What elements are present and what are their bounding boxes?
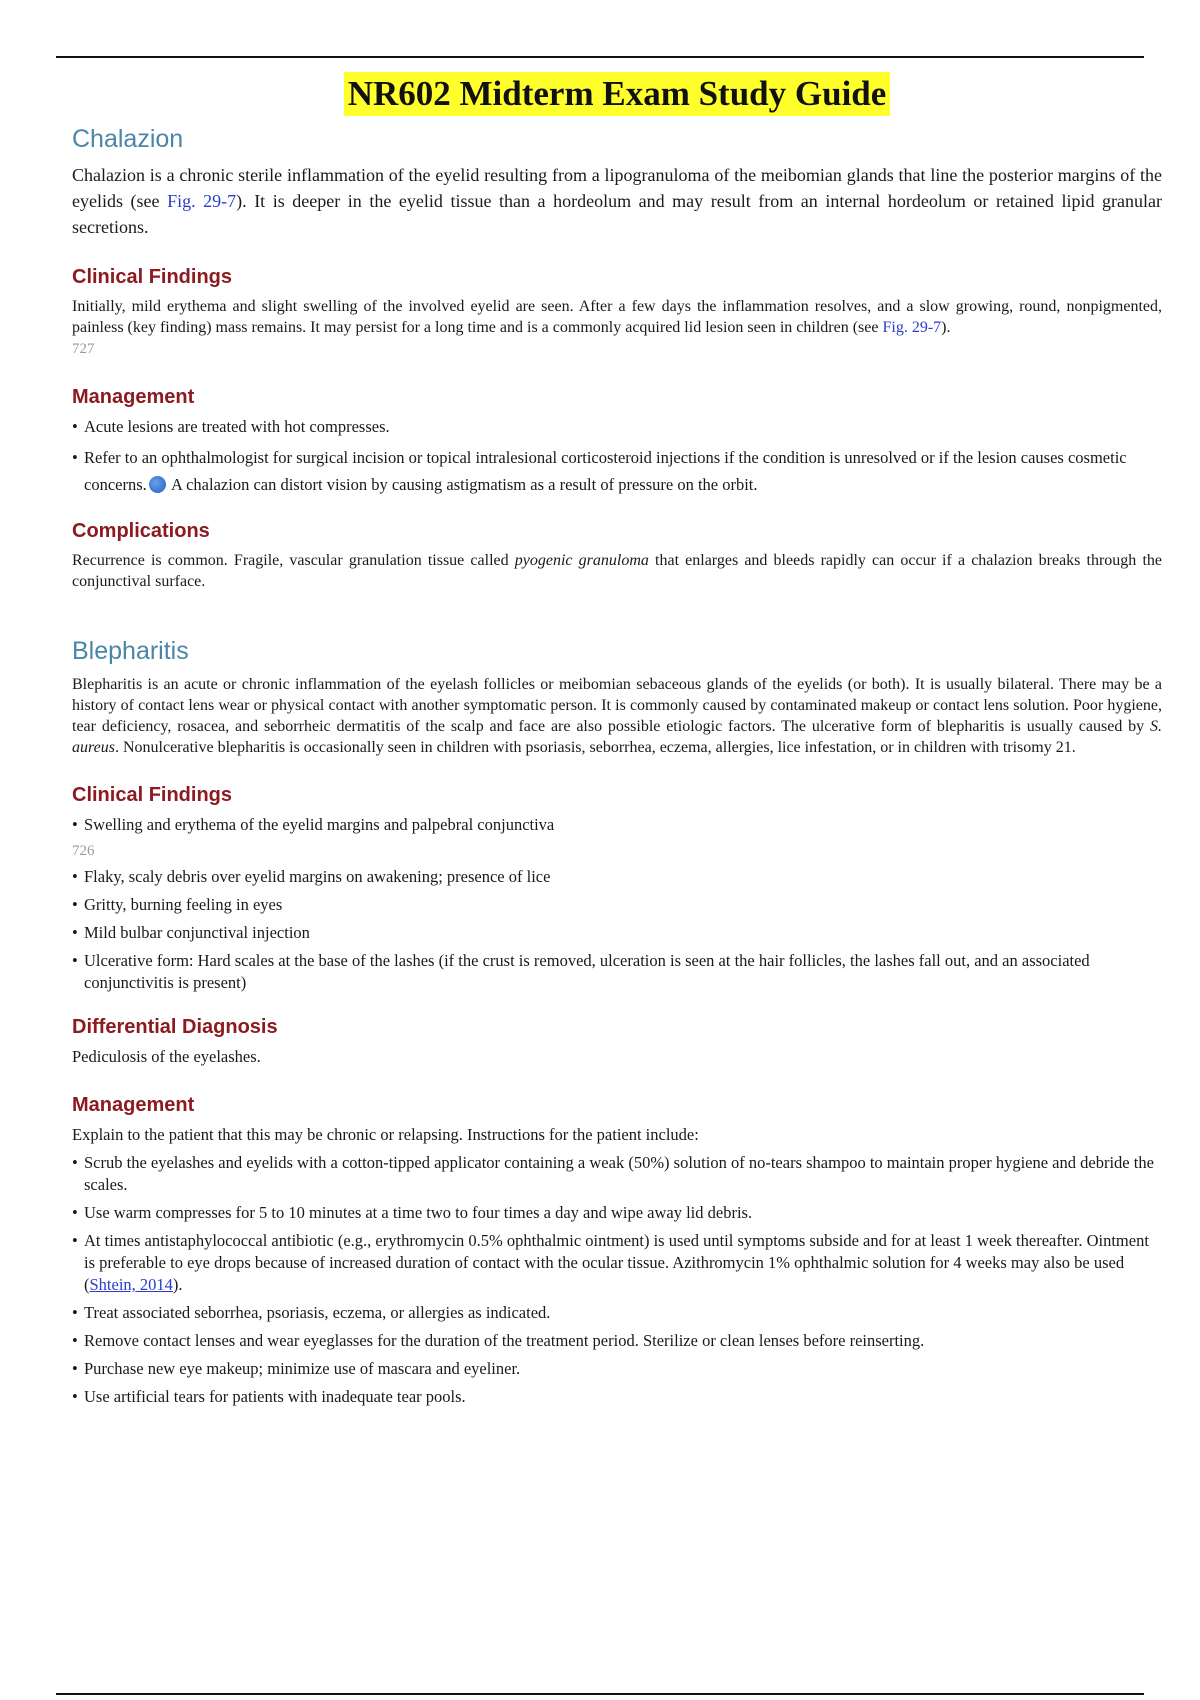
chalazion-complications: Recurrence is common. Fragile, vascular granulation tissue called pyogenic granuloma that enlarges and bleeds rapidly can occur if a chalazion breaks through the conjunctival surface.	[72, 552, 1162, 590]
blepharitis-management-intro: Explain to the patient that this may be chronic or relapsing. Instructions for the patient include:	[72, 1125, 699, 1144]
section-heading-chalazion: Chalazion	[72, 125, 184, 153]
fig-link[interactable]: Fig. 29-7	[882, 319, 942, 336]
chalazion-management-list	[72, 416, 1162, 498]
page-title: NR602 Midterm Exam Study Guide	[344, 72, 891, 116]
subheading-management: Management	[72, 386, 195, 408]
list-item: • Gritty, burning feeling in eyes	[72, 894, 1162, 916]
blepharitis-findings-list	[72, 814, 1162, 836]
list-item: • Use artificial tears for patients with inadequate tear pools.	[72, 1386, 1162, 1408]
section-heading-blepharitis: Blepharitis	[72, 637, 189, 665]
top-rule	[56, 56, 1144, 58]
chalazion-intro: Chalazion is a chronic sterile inflammation of the eyelid resulting from a lipogranuloma of the meibomian glands that line the posterior margins of the eyelids (see Fig. 29-7). It is deeper in the eyelid tissue than a hordeolum and may result from an internal hordeolum or retained lipid granular secretions.	[72, 165, 1162, 237]
blepharitis-findings-list-cont	[72, 866, 1162, 994]
bottom-rule	[56, 1693, 1144, 1695]
chalazion-findings: Initially, mild erythema and slight swelling of the involved eyelid are seen. After a few days the inflammation resolves, and a slow growing, round, nonpigmented, painless (key finding) mass remains. It may persist for a long time and is a commonly acquired lid lesion seen in children (see Fig. 29-7).	[72, 298, 1162, 336]
list-item: • Mild bulbar conjunctival injection	[72, 922, 1162, 944]
list-item: • Acute lesions are treated with hot compresses.	[72, 416, 1162, 438]
list-item: • Use warm compresses for 5 to 10 minutes at a time two to four times a day and wipe away lid debris.	[72, 1202, 1162, 1224]
list-item: • Scrub the eyelashes and eyelids with a cotton-tipped applicator containing a weak (50%) solution of no-tears shampoo to maintain proper hygiene and debride the scales.	[72, 1152, 1162, 1196]
list-item: • At times antistaphylococcal antibiotic (e.g., erythromycin 0.5% ophthalmic ointment) is used until symptoms subside and for at least 1 week thereafter. Ointment is preferable to eye drops because of increased duration of contact with the ocular tissue. Azithromycin 1% ophthalmic solution for 4 weeks may also be used (Shtein, 2014).	[72, 1230, 1162, 1296]
subheading-differential-diagnosis: Differential Diagnosis	[72, 1016, 278, 1038]
list-item: • Ulcerative form: Hard scales at the base of the lashes (if the crust is removed, ulceration is seen at the hair follicles, the lashes fall out, and an associated conjunctivitis is present)	[72, 950, 1162, 994]
blepharitis-management-list	[72, 1152, 1162, 1408]
title-block	[72, 72, 1162, 116]
citation-link[interactable]: Shtein, 2014	[89, 1275, 173, 1294]
list-item: • Swelling and erythema of the eyelid margins and palpebral conjunctiva	[72, 814, 1162, 836]
list-item: • Treat associated seborrhea, psoriasis, eczema, or allergies as indicated.	[72, 1302, 1162, 1324]
list-item: • Purchase new eye makeup; minimize use of mascara and eyeliner.	[72, 1358, 1162, 1380]
blepharitis-intro: Blepharitis is an acute or chronic inflammation of the eyelash follicles or meibomian sebaceous glands of the eyelids (or both). It is usually bilateral. There may be a history of contact lens wear or physical contact with another symptomatic person. It is commonly caused by contaminated makeup or contact lens solution. Poor hygiene, tear deficiency, rosacea, and seborrheic dermatitis of the scalp and face are also possible etiologic factors. The ulcerative form of blepharitis is usually caused by S. aureus. Nonulcerative blepharitis is occasionally seen in children with psoriasis, seborrhea, eczema, allergies, lice infestation, or in children with trisomy 21.	[72, 676, 1162, 756]
subheading-management: Management	[72, 1094, 195, 1116]
document-page	[72, 72, 1162, 1414]
blepharitis-ddx: Pediculosis of the eyelashes.	[72, 1047, 261, 1066]
fig-link[interactable]: Fig. 29-7	[167, 191, 237, 211]
page-number: 726	[72, 843, 95, 859]
bullet-marker-icon	[149, 476, 166, 493]
subheading-complications: Complications	[72, 520, 210, 542]
page-number: 727	[72, 341, 95, 357]
subheading-clinical-findings: Clinical Findings	[72, 784, 233, 806]
subheading-clinical-findings: Clinical Findings	[72, 266, 233, 288]
list-item: • Remove contact lenses and wear eyeglasses for the duration of the treatment period. Sterilize or clean lenses before reinserting.	[72, 1330, 1162, 1352]
list-item: • Flaky, scaly debris over eyelid margins on awakening; presence of lice	[72, 866, 1162, 888]
list-item: • Refer to an ophthalmologist for surgical incision or topical intralesional corticosteroid injections if the condition is unresolved or if the lesion causes cosmetic concerns. A chalazion can distort vision by causing astigmatism as a result of pressure on the orbit.	[72, 444, 1162, 498]
